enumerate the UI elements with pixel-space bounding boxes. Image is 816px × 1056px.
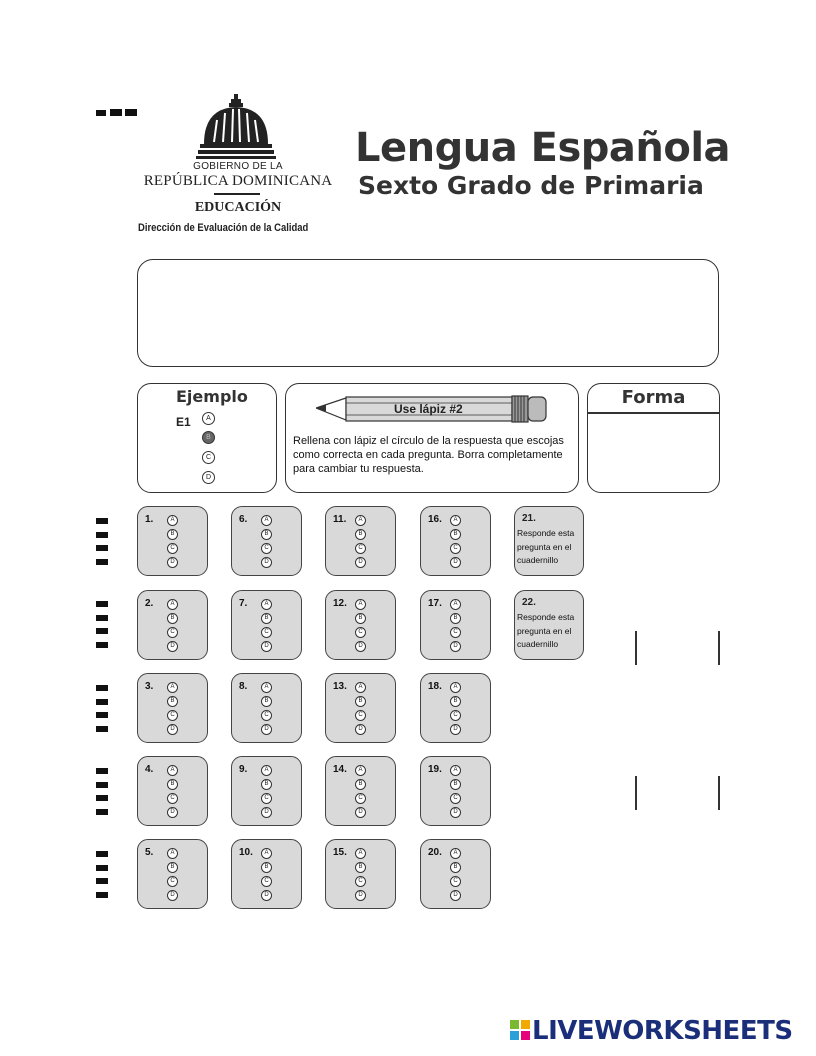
question-box xyxy=(231,590,302,660)
answer-bubble-d[interactable]: D xyxy=(450,724,461,735)
question-box xyxy=(420,506,491,576)
answer-bubble-b[interactable]: B xyxy=(355,529,366,540)
answer-bubble-d[interactable]: D xyxy=(450,890,461,901)
answer-bubble-d[interactable]: D xyxy=(261,724,272,735)
question-box xyxy=(231,756,302,826)
question-number: 17. xyxy=(428,598,442,609)
student-info-box[interactable] xyxy=(137,259,719,367)
government-seal-icon xyxy=(196,94,276,160)
answer-bubble-d[interactable]: D xyxy=(355,724,366,735)
question-number: 6. xyxy=(239,514,248,525)
answer-bubble-b[interactable]: B xyxy=(355,862,366,873)
answer-bubble-c[interactable]: C xyxy=(355,710,366,721)
answer-bubble-d[interactable]: D xyxy=(355,807,366,818)
answer-bubble-d[interactable]: D xyxy=(355,641,366,652)
answer-bubble-c[interactable]: C xyxy=(450,793,461,804)
answer-bubble-b[interactable]: B xyxy=(450,613,461,624)
question-box xyxy=(420,839,491,909)
answer-bubble-b[interactable]: B xyxy=(167,862,178,873)
answer-bubble-d[interactable]: D xyxy=(261,890,272,901)
answer-bubble-b[interactable]: B xyxy=(450,696,461,707)
question-number: 9. xyxy=(239,764,248,775)
liveworksheets-logo-icon xyxy=(510,1020,530,1040)
question-box xyxy=(137,756,208,826)
answer-bubble-d[interactable]: D xyxy=(450,641,461,652)
timing-mark xyxy=(96,110,106,116)
answer-bubble-d[interactable]: D xyxy=(450,807,461,818)
answer-bubble-b[interactable]: B xyxy=(261,529,272,540)
timing-mark xyxy=(125,109,137,116)
forma-divider xyxy=(588,412,719,414)
answer-bubble-c[interactable]: C xyxy=(167,627,178,638)
question-number: 8. xyxy=(239,681,248,692)
answer-bubble-c[interactable]: C xyxy=(355,793,366,804)
gov-line-4: Dirección de Evaluación de la Calidad xyxy=(138,222,309,234)
answer-bubble-a[interactable]: A xyxy=(261,848,272,859)
answer-bubble-a[interactable]: A xyxy=(167,682,178,693)
answer-bubble-b[interactable]: B xyxy=(167,779,178,790)
open-question-text: Responde esta pregunta en el cuadernillo xyxy=(517,528,575,565)
question-box xyxy=(325,506,396,576)
question-box xyxy=(325,756,396,826)
answer-bubble-b[interactable]: B xyxy=(167,696,178,707)
forma-title: Forma xyxy=(621,387,686,408)
answer-bubble-a[interactable]: A xyxy=(167,515,178,526)
page-subtitle: Sexto Grado de Primaria xyxy=(358,171,704,200)
answer-bubble-d[interactable]: D xyxy=(450,557,461,568)
question-number: 14. xyxy=(333,764,347,775)
answer-bubble-b[interactable]: B xyxy=(261,613,272,624)
answer-bubble-c[interactable]: C xyxy=(261,793,272,804)
question-number: 5. xyxy=(145,847,154,858)
forma-input-area[interactable] xyxy=(592,418,715,486)
answer-bubble-d[interactable]: D xyxy=(261,557,272,568)
question-number: 16. xyxy=(428,514,442,525)
question-box xyxy=(137,839,208,909)
instructions-box xyxy=(285,383,579,493)
answer-bubble-c[interactable]: C xyxy=(167,876,178,887)
answer-bubble-d[interactable]: D xyxy=(261,807,272,818)
gov-line-1: GOBIERNO DE LA xyxy=(193,161,283,172)
question-number: 19. xyxy=(428,764,442,775)
instructions-text: Rellena con lápiz el círculo de la respuesta que escojas como correcta en cada pregunta. Borra completamente para cambiar tu respuesta. xyxy=(293,435,564,475)
question-box xyxy=(231,839,302,909)
answer-bubble-a[interactable]: A xyxy=(450,599,461,610)
answer-bubble-a[interactable]: A xyxy=(261,765,272,776)
example-title: Ejemplo xyxy=(176,387,248,406)
divider-line xyxy=(718,776,720,810)
example-bubble-d: D xyxy=(202,471,215,484)
answer-bubble-b[interactable]: B xyxy=(450,862,461,873)
answer-bubble-b[interactable]: B xyxy=(261,862,272,873)
question-box xyxy=(325,590,396,660)
question-number: 20. xyxy=(428,847,442,858)
answer-bubble-a[interactable]: A xyxy=(450,765,461,776)
example-bubble-c: C xyxy=(202,451,215,464)
answer-bubble-a[interactable]: A xyxy=(450,848,461,859)
answer-bubble-a[interactable]: A xyxy=(450,515,461,526)
answer-bubble-d[interactable]: D xyxy=(167,641,178,652)
answer-bubble-c[interactable]: C xyxy=(167,543,178,554)
divider-line xyxy=(635,776,637,810)
answer-bubble-a[interactable]: A xyxy=(355,765,366,776)
question-number: 4. xyxy=(145,764,154,775)
question-box xyxy=(137,590,208,660)
example-bubble-b: B xyxy=(202,431,215,444)
answer-bubble-c[interactable]: C xyxy=(355,876,366,887)
question-number: 1. xyxy=(145,514,154,525)
answer-bubble-c[interactable]: C xyxy=(261,627,272,638)
gov-line-3: EDUCACIÓN xyxy=(194,200,282,215)
answer-bubble-c[interactable]: C xyxy=(355,543,366,554)
answer-bubble-d[interactable]: D xyxy=(167,807,178,818)
open-question-number: 21. xyxy=(522,513,536,524)
answer-bubble-a[interactable]: A xyxy=(167,848,178,859)
answer-bubble-a[interactable]: A xyxy=(450,682,461,693)
answer-bubble-b[interactable]: B xyxy=(355,696,366,707)
question-number: 2. xyxy=(145,598,154,609)
answer-bubble-b[interactable]: B xyxy=(450,529,461,540)
question-box xyxy=(137,506,208,576)
open-question-22 xyxy=(514,590,584,660)
question-number: 3. xyxy=(145,681,154,692)
answer-bubble-a[interactable]: A xyxy=(167,765,178,776)
answer-bubble-d[interactable]: D xyxy=(261,641,272,652)
answer-bubble-d[interactable]: D xyxy=(167,890,178,901)
answer-bubble-b[interactable]: B xyxy=(167,613,178,624)
question-box xyxy=(137,673,208,743)
page-title: Lengua Española xyxy=(355,125,731,171)
question-box xyxy=(420,673,491,743)
question-number: 18. xyxy=(428,681,442,692)
answer-bubble-b[interactable]: B xyxy=(450,779,461,790)
answer-bubble-a[interactable]: A xyxy=(355,515,366,526)
answer-bubble-d[interactable]: D xyxy=(167,724,178,735)
gov-divider xyxy=(214,193,260,195)
example-label: E1 xyxy=(176,415,191,429)
example-box xyxy=(137,383,277,493)
question-box xyxy=(420,756,491,826)
open-question-text: Responde esta pregunta en el cuadernillo xyxy=(517,612,575,649)
answer-bubble-c[interactable]: C xyxy=(450,710,461,721)
question-number: 12. xyxy=(333,598,347,609)
answer-bubble-a[interactable]: A xyxy=(167,599,178,610)
question-box xyxy=(231,673,302,743)
question-number: 13. xyxy=(333,681,347,692)
answer-bubble-a[interactable]: A xyxy=(355,848,366,859)
answer-bubble-c[interactable]: C xyxy=(450,876,461,887)
answer-bubble-d[interactable]: D xyxy=(167,557,178,568)
answer-bubble-c[interactable]: C xyxy=(450,543,461,554)
answer-bubble-b[interactable]: B xyxy=(167,529,178,540)
gov-line-2: REPÚBLICA DOMINICANA xyxy=(143,173,333,189)
answer-bubble-b[interactable]: B xyxy=(261,696,272,707)
divider-line xyxy=(718,631,720,665)
answer-bubble-b[interactable]: B xyxy=(355,779,366,790)
answer-bubble-b[interactable]: B xyxy=(355,613,366,624)
answer-bubble-a[interactable]: A xyxy=(355,599,366,610)
question-box xyxy=(420,590,491,660)
divider-line xyxy=(635,631,637,665)
answer-bubble-a[interactable]: A xyxy=(261,682,272,693)
example-bubble-a: A xyxy=(202,412,215,425)
answer-bubble-c[interactable]: C xyxy=(261,543,272,554)
open-question-number: 22. xyxy=(522,597,536,608)
question-number: 10. xyxy=(239,847,253,858)
forma-box xyxy=(587,383,720,493)
answer-bubble-c[interactable]: C xyxy=(167,793,178,804)
question-box xyxy=(231,506,302,576)
question-box xyxy=(325,839,396,909)
question-box xyxy=(325,673,396,743)
answer-bubble-a[interactable]: A xyxy=(261,599,272,610)
answer-bubble-d[interactable]: D xyxy=(355,557,366,568)
answer-bubble-c[interactable]: C xyxy=(355,627,366,638)
answer-bubble-c[interactable]: C xyxy=(261,710,272,721)
answer-bubble-c[interactable]: C xyxy=(450,627,461,638)
answer-bubble-b[interactable]: B xyxy=(261,779,272,790)
timing-mark xyxy=(110,109,122,116)
answer-bubble-c[interactable]: C xyxy=(261,876,272,887)
question-number: 11. xyxy=(333,514,347,525)
answer-bubble-a[interactable]: A xyxy=(261,515,272,526)
question-number: 15. xyxy=(333,847,347,858)
answer-bubble-c[interactable]: C xyxy=(167,710,178,721)
question-number: 7. xyxy=(239,598,248,609)
answer-bubble-a[interactable]: A xyxy=(355,682,366,693)
liveworksheets-logo-text: LIVEWORKSHEETS xyxy=(532,1016,793,1046)
pencil-label: Use lápiz #2 xyxy=(394,402,463,416)
answer-bubble-d[interactable]: D xyxy=(355,890,366,901)
open-question-21 xyxy=(514,506,584,576)
